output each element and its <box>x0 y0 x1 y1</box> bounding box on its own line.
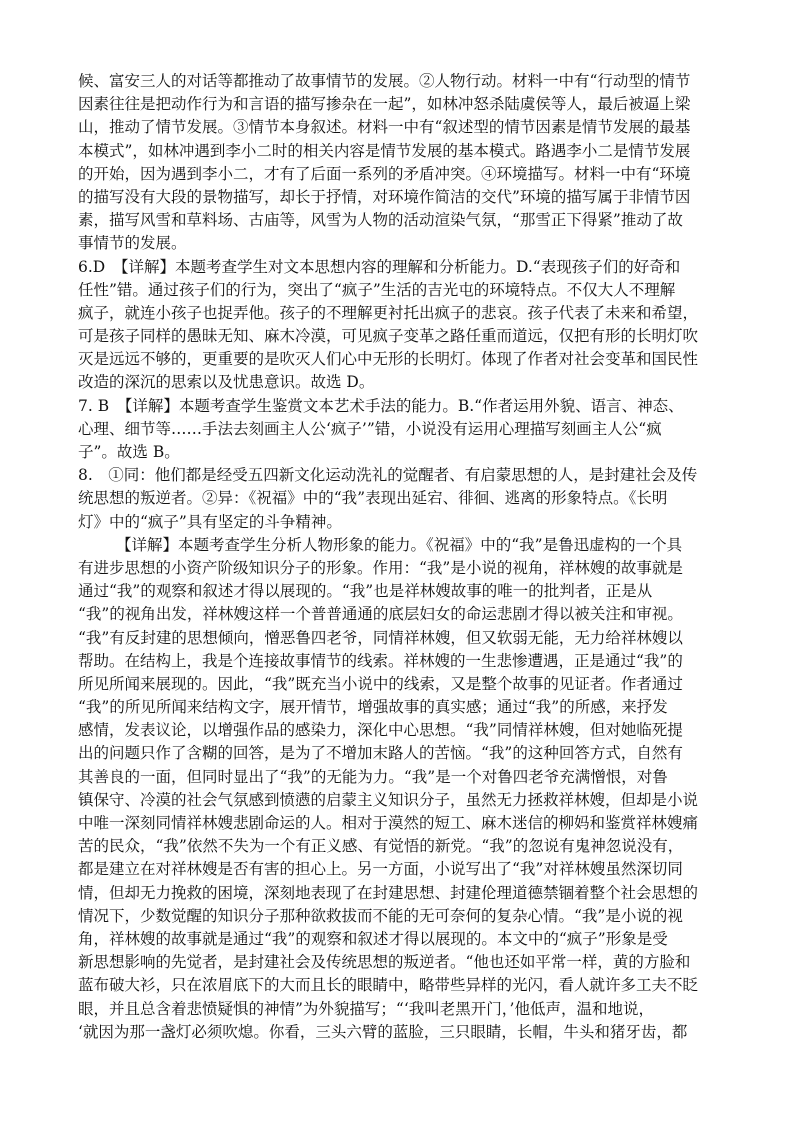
text-line: 山，推动了情节发展。③情节本身叙述。材料一中有“叙述型的情节因素是情节发展的最基 <box>78 118 691 137</box>
paragraph-detail-8 <box>78 534 718 1044</box>
paragraph-cont-5 <box>78 70 718 256</box>
text-line: 出的问题只作了含糊的回答，是为了不增加末路人的苦恼。“我”的这种回答方式，自然有 <box>78 744 683 763</box>
text-line: 统思想的叛逆者。②异：《祝福》中的“我”表现出延宕、徘徊、逃离的形象特点。《长明 <box>78 489 668 508</box>
text-line: “我”有反封建的思想倾向，憎恶鲁四老爷，同情祥林嫂，但又软弱无能，无力给祥林嫂以 <box>78 628 683 647</box>
text-line: 6.D 【详解】本题考查学生对文本思想内容的理解和分析能力。D.“表现孩子们的好奇和 <box>78 257 681 276</box>
text-line: 灯》中的“疯子”具有坚定的斗争精神。 <box>78 512 342 531</box>
text-line: 任性”错。通过孩子们的行为，突出了“疯子”生活的吉光屯的环境特点。不仅大人不理解 <box>78 280 676 299</box>
text-line: 中唯一深刻同情祥林嫂悲剧命运的人。相对于漠然的短工、麻木迷信的柳妈和鉴赏祥林嫂痛 <box>78 814 699 832</box>
text-line: 的开始，因为遇到李小二，才有了后面一系列的矛盾冲突。④环境描写。材料一中有“环境 <box>78 164 691 183</box>
text-line: ‘就因为那一盏灯必须吹熄。你看，三头六臂的蓝脸，三只眼睛，长帽，牛头和猪牙齿，都 <box>78 1022 688 1041</box>
text-line: 感情，发表议论，以增强作品的感染力，深化中心思想。“我”同情祥林嫂，但对她临死提 <box>78 721 683 740</box>
text-line: 本模式”，如林冲遇到李小二时的相关内容是情节发展的基本模式。路遇李小二是情节发展 <box>78 141 691 160</box>
text-line: “我”的所见所闻来结构文字，展开情节，增强故事的真实感；通过“我”的所感，来抒发 <box>78 698 668 717</box>
text-line: 因素往往是把动作行为和言语的描写掺杂在一起”，如林冲怒杀陆虞侯等人，最后被逼上梁 <box>78 95 691 114</box>
text-line: 7. B 【详解】本题考查学生鉴赏文本艺术手法的能力。B.“作者运用外貌、语言、神态、 <box>78 396 684 415</box>
document-page <box>78 70 718 1044</box>
text-line: 其善良的一面，但同时显出了“我”的无能为力。“我”是一个对鲁四老爷充满憎恨，对鲁 <box>78 767 668 786</box>
text-line: “我”的视角出发，祥林嫂这样一个普普通通的底层妇女的命运悲剧才得以被关注和审视。 <box>78 605 683 624</box>
paragraph-answer-8 <box>78 464 718 534</box>
text-line: 疯子，就连小孩子也捉弄他。孩子的不理解更衬托出疯子的悲哀。孩子代表了未来和希望， <box>78 303 699 322</box>
text-line: 心理、细节等……手法去刻画主人公‘疯子’”错，小说没有运用心理描写刻画主人公“疯 <box>78 419 662 438</box>
text-line: 素，描写风雪和草料场、古庙等，风雪为人物的活动渲染气氛，“那雪正下得紧”推动了故 <box>78 211 683 230</box>
text-line: 角，祥林嫂的故事就是通过“我”的观察和叙述才得以展现的。本文中的“疯子”形象是受 <box>78 929 668 948</box>
text-line: 情况下，少数觉醒的知识分子那种欲救拔而不能的无可奈何的复杂心情。“我”是小说的视 <box>78 906 683 925</box>
text-line: 苦的民众，“我”依然不失为一个有正义感、有觉悟的新党。“我”的忽说有鬼神忽说没有， <box>78 837 684 856</box>
text-line: 【详解】本题考查学生分析人物形象的能力。《祝福》中的“我”是鲁迅虚构的一个具 <box>116 535 683 554</box>
text-line: 都是建立在对祥林嫂是否有害的担心上。另一方面，小说写出了“我”对祥林嫂虽然深切同 <box>78 860 683 879</box>
text-line: 候、富安三人的对话等都推动了故事情节的发展。②人物行动。材料一中有“行动型的情节 <box>78 72 691 90</box>
text-line: 的描写没有大段的景物描写，却长于抒情，对环境作简洁的交代”环境的描写属于非情节因 <box>78 187 691 206</box>
text-line: 有进步思想的小资产阶级知识分子的形象。作用：“我”是小说的视角，祥林嫂的故事就是 <box>78 558 683 577</box>
paragraph-answer-7 <box>78 395 718 465</box>
text-line: 情，但却无力挽救的困境，深刻地表现了在封建思想、封建伦理道德禁锢着整个社会思想的 <box>78 883 699 902</box>
text-line: 改造的深沉的思索以及忧患意识。故选 D。 <box>78 373 375 392</box>
text-line: 帮助。在结构上，我是个连接故事情节的线索。祥林嫂的一生悲惨遭遇，正是通过“我”的 <box>78 651 683 670</box>
text-line: 通过“我”的观察和叙述才得以展现的。“我”也是祥林嫂故事的唯一的批判者，正是从 <box>78 582 653 601</box>
text-line: 事情节的发展。 <box>78 234 187 253</box>
text-line: 眼，并且总含着悲愤疑惧的神情”为外貌描写；“‘我叫老黑开门，’他低声，温和地说， <box>78 999 654 1018</box>
text-line: 镇保守、冷漠的社会气氛感到愤懑的启蒙主义知识分子，虽然无力拯救祥林嫂，但却是小说 <box>78 790 699 809</box>
paragraph-answer-6 <box>78 256 718 395</box>
text-line: 灭是远远不够的，更重要的是吹灭人们心中无形的长明灯。体现了作者对社会变革和国民性 <box>78 350 699 369</box>
text-line: 8. ①同：他们都是经受五四新文化运动洗礼的觉醒者、有启蒙思想的人，是封建社会及传 <box>78 466 698 485</box>
text-line: 新思想影响的先觉者，是封建社会及传统思想的叛逆者。“他也还如平常一样，黄的方脸和 <box>78 953 691 972</box>
text-line: 蓝布破大衫，只在浓眉底下的大而且长的眼睛中，略带些异样的光闪，看人就许多工夫不眨 <box>78 976 699 995</box>
text-line: 可是孩子同样的愚昧无知、麻木冷漠，可见疯子变革之路任重而道远，仅把有形的长明灯吹 <box>78 327 699 346</box>
text-line: 所见所闻来展现的。因此，“我”既充当小说中的线索，又是整个故事的见证者。作者通过 <box>78 674 683 693</box>
text-line: 子”。故选 B。 <box>78 443 180 461</box>
